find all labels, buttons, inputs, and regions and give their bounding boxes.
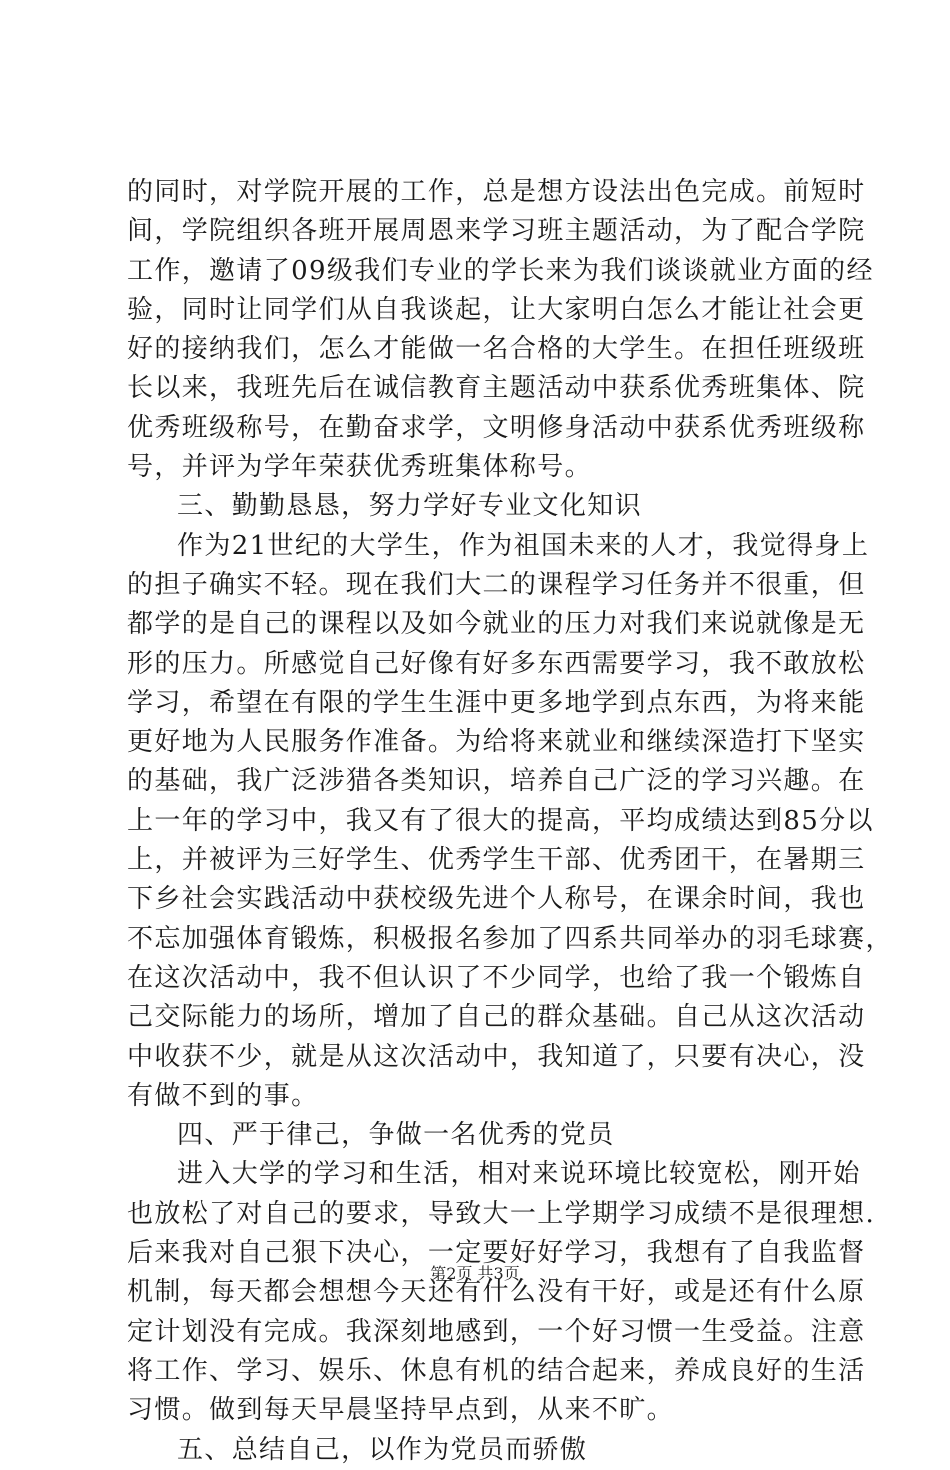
text-line: 长以来，我班先后在诚信教育主题活动中获系优秀班集体、院: [127, 373, 866, 404]
text-line: 中收获不少，就是从这次活动中，我知道了，只要有决心，没: [127, 1041, 866, 1072]
text-line: 进入大学的学习和生活，相对来说环境比较宽松，刚开始: [177, 1159, 861, 1190]
text-line: 将工作、学习、娱乐、休息有机的结合起来，养成良好的生活: [127, 1355, 866, 1386]
text-line: 习惯。做到每天早晨坚持早点到，从来不旷。: [127, 1395, 675, 1426]
text-line: 机制，每天都会想想今天还有什么没有干好，或是还有什么原: [127, 1277, 866, 1308]
text-line: 上一年的学习中，我又有了很大的提高，平均成绩达到85分以: [127, 805, 874, 836]
text-line: 的同时，对学院开展的工作，总是想方设法出色完成。前短时: [127, 177, 866, 207]
text-line: 好的接纳我们，怎么才能做一名合格的大学生。在担任班级班: [127, 334, 866, 365]
text-line: 间，学院组织各班开展周恩来学习班主题活动，为了配合学院: [127, 216, 866, 247]
text-line: 在这次活动中，我不但认识了不少同学，也给了我一个锻炼自: [127, 962, 866, 993]
text-line: 下乡社会实践活动中获校级先进个人称号，在课余时间，我也: [127, 884, 866, 915]
section-heading: 三、勤勤恳恳，努力学好专业文化知识: [177, 491, 642, 522]
text-line: 定计划没有完成。我深刻地感到，一个好习惯一生受益。注意: [127, 1316, 866, 1347]
page-footer: [0, 1264, 950, 1284]
section-heading: 五、总结自己，以作为党员而骄傲: [177, 1434, 588, 1465]
text-line: 都学的是自己的课程以及如今就业的压力对我们来说就像是无: [127, 609, 866, 640]
text-line: 也放松了对自己的要求，导致大一上学期学习成绩不是很理想.: [127, 1198, 876, 1229]
text-line: 验，同时让同学们从自我谈起，让大家明白怎么才能让社会更: [127, 294, 866, 325]
text-line: 上，并被评为三好学生、优秀学生干部、优秀团干，在暑期三: [127, 845, 866, 876]
text-line: 后来我对自己狠下决心，一定要好好学习，我想有了自我监督: [127, 1238, 866, 1269]
text-line: 号，并评为学年荣获优秀班集体称号。: [127, 452, 592, 483]
text-line: 己交际能力的场所，增加了自己的群众基础。自己从这次活动: [127, 1002, 866, 1033]
text-line: 形的压力。所感觉自己好像有好多东西需要学习，我不敢放松: [127, 648, 866, 679]
text-line: 的基础，我广泛涉猎各类知识，培养自己广泛的学习兴趣。在: [127, 766, 866, 797]
text-line: 的担子确实不轻。现在我们大二的课程学习任务并不很重，但: [127, 569, 866, 600]
section-heading: 四、严于律己，争做一名优秀的党员: [177, 1120, 615, 1151]
page-number-label: 第2页 共3页: [430, 1264, 520, 1283]
text-line: 学习，希望在有限的学生生涯中更多地学到点东西，为将来能: [127, 687, 866, 718]
text-line: 工作，邀请了09级我们专业的学长来为我们谈谈就业方面的经: [127, 255, 874, 286]
text-line: 更好地为人民服务作准备。为给将来就业和继续深造打下坚实: [127, 727, 866, 758]
text-line: 有做不到的事。: [127, 1080, 319, 1111]
text-line: 优秀班级称号，在勤奋求学，文明修身活动中获系优秀班级称: [127, 412, 866, 443]
text-line: 不忘加强体育锻炼，积极报名参加了四系共同举办的羽毛球赛，: [127, 923, 893, 954]
text-line: 作为21世纪的大学生，作为祖国未来的人才，我觉得身上: [177, 530, 870, 561]
